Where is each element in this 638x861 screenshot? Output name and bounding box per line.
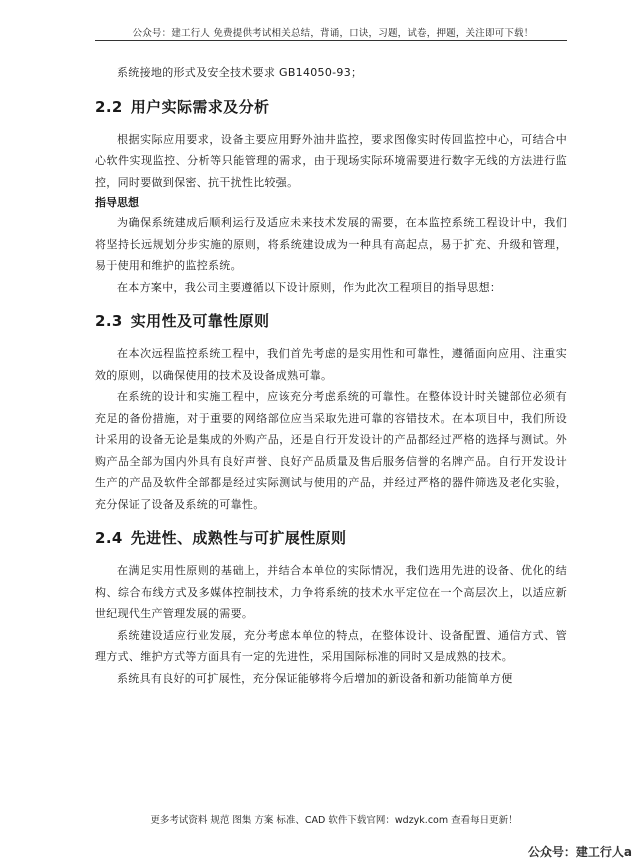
- section-title: 用户实际需求及分析: [130, 97, 270, 116]
- section-title: 实用性及可靠性原则: [130, 312, 270, 330]
- body-paragraph: 在本方案中，我公司主要遵循以下设计原则，作为此次工程项目的指导思想：: [117, 280, 502, 294]
- header-divider: [95, 40, 567, 41]
- body-paragraph: 为确保系统建成后顺利运行及适应未来技术发展的需要，在本监控系统工程设计中，我们将坚持长远规划分步实施的原则，将系统建设成为一种具有高起点，易于扩充、升级和管理，易于使用和维护的监控系统。: [95, 216, 567, 272]
- page-footer-notice: 更多考试资料 规范 图集 方案 标准、CAD 软件下载官网：wdzyk.com 查看每日更新！: [150, 815, 518, 826]
- body-paragraph: 系统具有良好的可扩展性，充分保证能够将今后增加的新设备和新功能简单方便: [117, 671, 513, 685]
- section-title: 先进性、成熟性与可扩展性原则: [130, 529, 347, 547]
- section-number: 2.2: [95, 97, 123, 116]
- body-paragraph: 根据实际应用要求，设备主要应用野外油井监控，要求图像实时传回监控中心，可结合中心软件实现监控、分析等只能管理的需求，由于现场实际环境需要进行数字无线的方法进行监控，同时要做到保密、抗干扰性比较强。: [95, 132, 567, 189]
- document-body: [95, 62, 567, 689]
- body-paragraph: 在满足实用性原则的基础上，并结合本单位的实际情况，我们选用先进的设备、优化的结构、综合布线方式及多媒体控制技术，力争将系统的技术水平定位在一个高层次上，以适应新世纪现代生产管理发展的需要。: [95, 564, 567, 620]
- section-heading-2-4: [95, 525, 567, 551]
- watermark-label: 公众号：建工行人a: [527, 845, 632, 859]
- body-paragraph: 在系统的设计和实施工程中，应该充分考虑系统的可靠性。在整体设计时关键部位必须有充足的备份措施，对于重要的网络部位应当采取先进可靠的容错技术。在本项目中，我们所设计采用的设备无论是集成的外购产品，还是自行开发设计的产品都经过严格的选择与测试。外购产品全部为国内外具有良好声誉、良好产品质量及售后服务信誉的名牌产品。自行开发设计生产的产品及软件全部都是经过实际测试与使用的产品，并经过严格的器件筛选及老化实验，充分保证了设备及系统的可靠性。: [95, 390, 567, 511]
- section-heading-2-2: [95, 94, 567, 120]
- sub-heading-guiding-idea: 指导思想: [95, 196, 139, 209]
- section-heading-2-3: [95, 308, 567, 334]
- intro-paragraph: 系统接地的形式及安全技术要求 GB14050-93；: [117, 66, 363, 79]
- section-number: 2.3: [95, 312, 123, 330]
- page-header-notice: 公众号：建工行人 免费提供考试相关总结，背诵，口诀，习题，试卷，押题，关注即可下载！: [132, 28, 534, 39]
- body-paragraph: 在本次远程监控系统工程中，我们首先考虑的是实用性和可靠性，遵循面向应用、注重实效的原则，以确保使用的技术及设备成熟可靠。: [95, 347, 567, 382]
- section-number: 2.4: [95, 529, 123, 547]
- body-paragraph: 系统建设适应行业发展，充分考虑本单位的特点，在整体设计、设备配置、通信方式、管理方式、维护方式等方面具有一定的先进性，采用国际标准的同时又是成熟的技术。: [95, 628, 567, 663]
